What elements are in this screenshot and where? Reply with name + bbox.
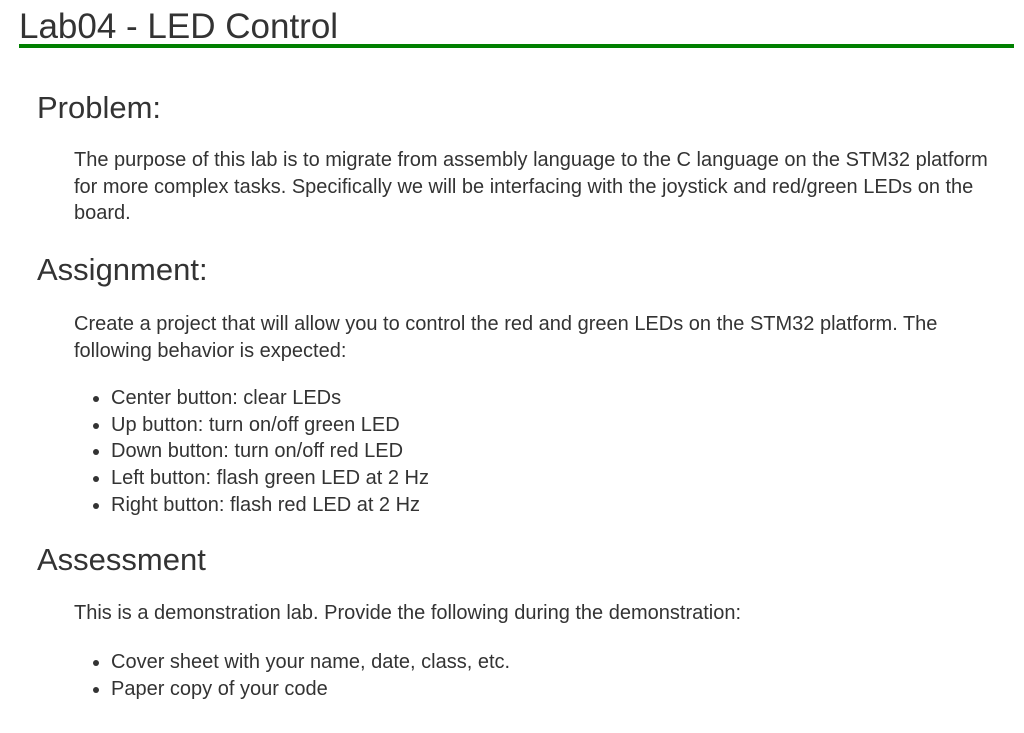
- assignment-heading: Assignment:: [37, 252, 208, 287]
- assignment-paragraph: Create a project that will allow you to control the red and green LEDs on the STM32 platform. The following behavior is expected:: [74, 313, 938, 362]
- page-title: Lab04 - LED Control: [19, 6, 1014, 48]
- assessment-requirements-list: [74, 649, 974, 702]
- problem-paragraph: The purpose of this lab is to migrate from assembly language to the C language on the STM32 platform for more complex tasks. Specifically we will be interfacing with the joystick and red/green LEDs on the board.: [74, 149, 988, 224]
- assessment-paragraph: This is a demonstration lab. Provide the following during the demonstration:: [74, 602, 742, 624]
- list-item: • Center button: clear LEDs: [111, 385, 974, 412]
- list-item: • Cover sheet with your name, date, class, etc.: [111, 649, 974, 676]
- list-item: • Left button: flash green LED at 2 Hz: [111, 465, 974, 492]
- list-item: • Up button: turn on/off green LED: [111, 412, 974, 439]
- problem-heading: Problem:: [37, 90, 162, 125]
- assignment-behavior-list: [74, 385, 974, 519]
- list-item: • Paper copy of your code: [111, 676, 974, 703]
- list-item: • Right button: flash red LED at 2 Hz: [111, 492, 974, 519]
- assessment-heading: Assessment: [37, 542, 206, 577]
- list-item: • Down button: turn on/off red LED: [111, 438, 974, 465]
